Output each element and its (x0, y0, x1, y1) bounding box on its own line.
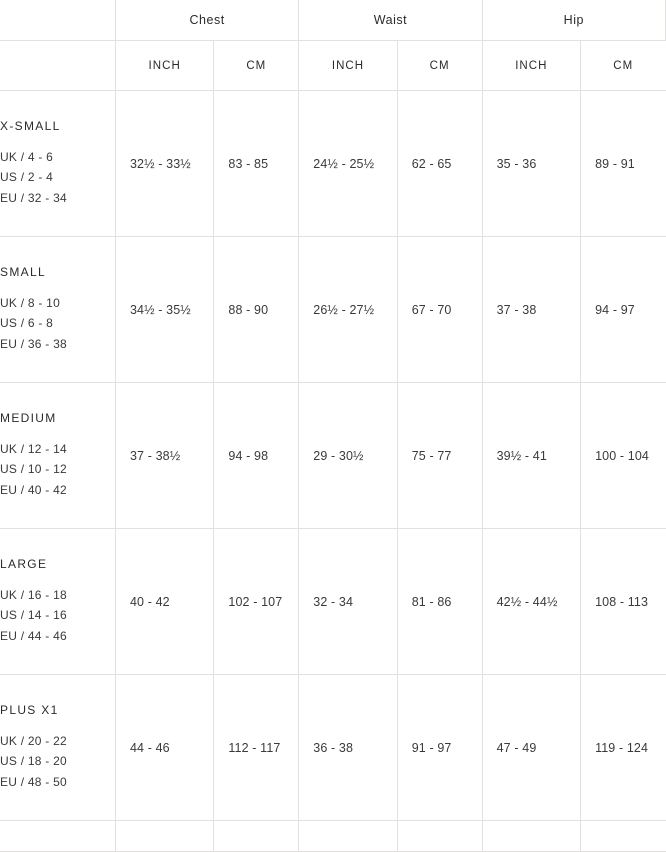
size-label-cell (0, 383, 115, 529)
cell-waist-cm (397, 821, 482, 852)
cell-chest-inch (115, 821, 213, 852)
cell-waist-inch: 26½ - 27½ (299, 237, 397, 383)
table-row (0, 91, 666, 237)
cell-hip-cm (581, 821, 666, 852)
cell-chest-inch: 40 - 42 (115, 529, 213, 675)
cell-chest-cm (214, 821, 299, 852)
cell-hip-inch (482, 821, 580, 852)
cell-hip-cm: 100 - 104 (581, 383, 666, 529)
group-header-hip: Hip (482, 0, 665, 41)
cell-hip-inch: 42½ - 44½ (482, 529, 580, 675)
size-region-us: US / 6 - 8 (0, 316, 54, 331)
size-region-us: US / 14 - 16 (0, 608, 67, 623)
cell-waist-inch: 29 - 30½ (299, 383, 397, 529)
size-region-uk: UK / 4 - 6 (0, 149, 54, 164)
size-region-uk: UK / 12 - 14 (0, 441, 67, 456)
cell-hip-cm: 94 - 97 (581, 237, 666, 383)
group-header-waist: Waist (299, 0, 482, 41)
cell-chest-cm: 112 - 117 (214, 675, 299, 821)
size-region-us: US / 10 - 12 (0, 462, 67, 477)
size-region-uk: UK / 16 - 18 (0, 587, 67, 602)
size-name: SMALL (0, 264, 46, 279)
cell-hip-cm: 89 - 91 (581, 91, 666, 237)
cell-hip-inch: 37 - 38 (482, 237, 580, 383)
cell-chest-cm: 94 - 98 (214, 383, 299, 529)
header-corner-blank (0, 0, 115, 41)
size-region-eu: EU / 32 - 34 (0, 190, 67, 205)
table-row (0, 821, 666, 852)
cell-waist-inch: 24½ - 25½ (299, 91, 397, 237)
cell-hip-inch: 39½ - 41 (482, 383, 580, 529)
table-row (0, 383, 666, 529)
cell-waist-cm: 91 - 97 (397, 675, 482, 821)
cell-waist-cm: 75 - 77 (397, 383, 482, 529)
size-region-us: US / 2 - 4 (0, 170, 54, 185)
table-row (0, 675, 666, 821)
cell-chest-inch: 34½ - 35½ (115, 237, 213, 383)
cell-hip-cm: 108 - 113 (581, 529, 666, 675)
unit-header-blank (0, 41, 115, 91)
cell-chest-inch: 44 - 46 (115, 675, 213, 821)
cell-waist-inch: 32 - 34 (299, 529, 397, 675)
table-row (0, 237, 666, 383)
unit-header-waist-cm: CM (397, 41, 482, 91)
cell-chest-inch: 32½ - 33½ (115, 91, 213, 237)
table-header (0, 0, 666, 91)
size-region-uk: UK / 20 - 22 (0, 733, 67, 748)
size-label-cell (0, 91, 115, 237)
size-name: LARGE (0, 556, 48, 571)
table-row (0, 529, 666, 675)
size-region-eu: EU / 48 - 50 (0, 774, 67, 789)
cell-waist-cm: 62 - 65 (397, 91, 482, 237)
size-region-uk: UK / 8 - 10 (0, 295, 60, 310)
cell-waist-cm: 67 - 70 (397, 237, 482, 383)
cell-hip-cm: 119 - 124 (581, 675, 666, 821)
size-name: X-SMALL (0, 118, 61, 133)
unit-header-row (0, 41, 666, 91)
size-region-eu: EU / 40 - 42 (0, 482, 67, 497)
measurement-group-header-row (0, 0, 666, 41)
size-label-cell (0, 529, 115, 675)
size-label-cell (0, 237, 115, 383)
cell-chest-cm: 102 - 107 (214, 529, 299, 675)
unit-header-hip-cm: CM (581, 41, 666, 91)
cell-chest-cm: 83 - 85 (214, 91, 299, 237)
cell-waist-inch (299, 821, 397, 852)
cell-waist-inch: 36 - 38 (299, 675, 397, 821)
cell-hip-inch: 35 - 36 (482, 91, 580, 237)
size-label-cell (0, 821, 115, 852)
unit-header-chest-cm: CM (214, 41, 299, 91)
size-name: MEDIUM (0, 410, 57, 425)
size-name: PLUS X1 (0, 702, 59, 717)
unit-header-waist-inch: INCH (299, 41, 397, 91)
size-region-us: US / 18 - 20 (0, 754, 67, 769)
cell-chest-cm: 88 - 90 (214, 237, 299, 383)
size-label-cell (0, 675, 115, 821)
size-region-eu: EU / 44 - 46 (0, 628, 67, 643)
unit-header-hip-inch: INCH (482, 41, 580, 91)
cell-chest-inch: 37 - 38½ (115, 383, 213, 529)
cell-hip-inch: 47 - 49 (482, 675, 580, 821)
size-region-eu: EU / 36 - 38 (0, 336, 67, 351)
table-body (0, 91, 666, 852)
group-header-chest: Chest (115, 0, 298, 41)
unit-header-chest-inch: INCH (115, 41, 213, 91)
cell-waist-cm: 81 - 86 (397, 529, 482, 675)
